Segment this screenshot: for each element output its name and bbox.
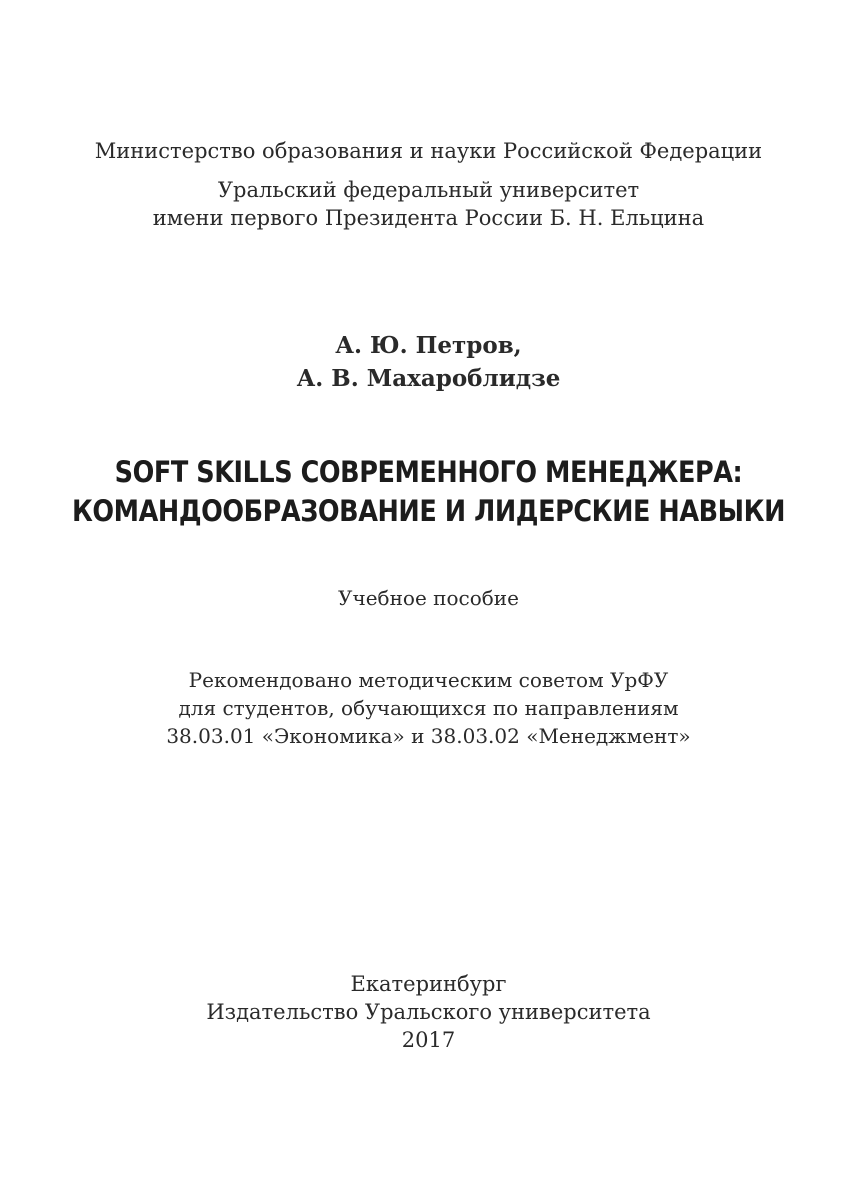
publication-city: Екатеринбург [350, 972, 507, 996]
recommendation-line-3: 38.03.01 «Экономика» и 38.03.02 «Менеджмент» [166, 724, 691, 748]
recommendation-line-1: Рекомендовано методическим советом УрФУ [188, 668, 669, 692]
university-name: Уральский федеральный университет [217, 178, 640, 202]
book-subtitle: Учебное пособие [338, 586, 519, 610]
author-2: А. В. Махароблидзе [296, 365, 561, 392]
book-title-line-1: SOFT SKILLS СОВРЕМЕННОГО МЕНЕДЖЕРА: [114, 455, 743, 489]
book-title-line-2: КОМАНДООБРАЗОВАНИЕ И ЛИДЕРСКИЕ НАВЫКИ [71, 494, 786, 528]
ministry-name: Министерство образования и науки Российской Федерации [94, 139, 763, 163]
recommendation-line-2: для студентов, обучающихся по направлениям [178, 696, 679, 720]
publisher-name: Издательство Уральского университета [206, 1000, 651, 1024]
publication-year: 2017 [401, 1028, 456, 1052]
author-1: А. Ю. Петров, [335, 332, 522, 359]
university-name-continued: имени первого Президента России Б. Н. Ельцина [152, 206, 705, 230]
